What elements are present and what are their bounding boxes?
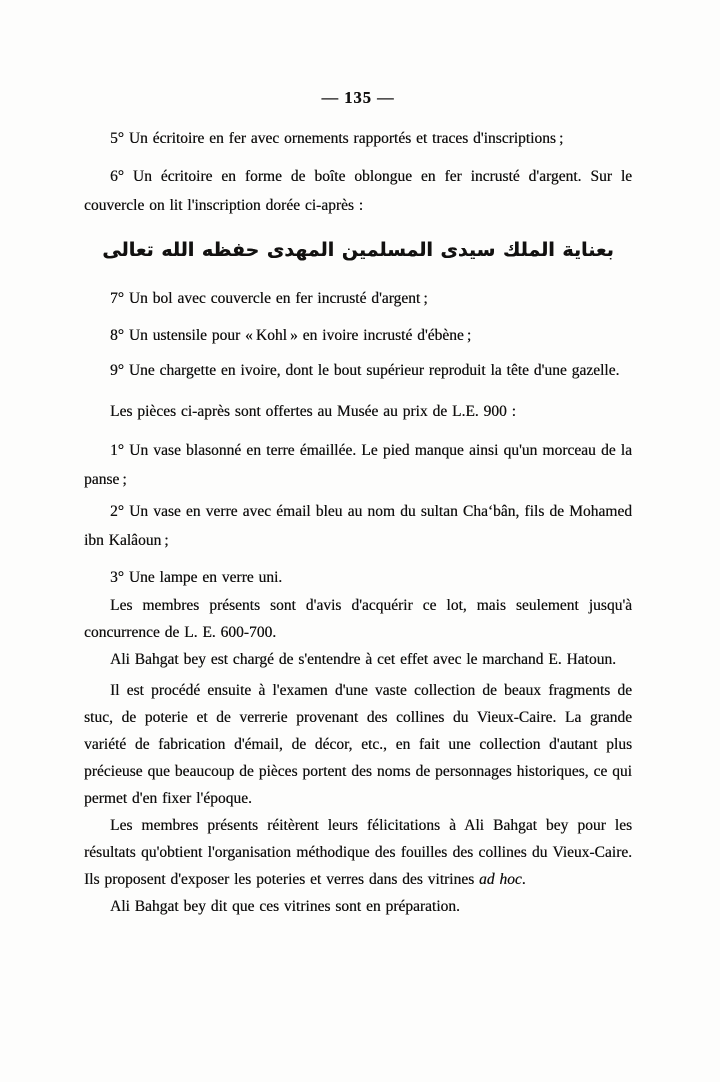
closing-paragraph: Ali Bahgat bey dit que ces vitrines sont en préparation.	[110, 898, 460, 915]
deliberation-acquisition-paragraph: Les membres présents sont d'avis d'acquérir ce lot, mais seulement jusqu'à concurrence de L. E. 600-700.	[84, 597, 632, 641]
list-item-5: 5° Un écritoire en fer avec ornements rapportés et traces d'inscriptions ;	[110, 130, 564, 147]
felicitations-text-end: .	[521, 871, 526, 888]
deliberation-mandate-paragraph: Ali Bahgat bey est chargé de s'entendre à cet effet avec le marchand E. Hatoun.	[110, 651, 616, 668]
felicitations-paragraph	[84, 812, 632, 893]
offer-intro-paragraph: Les pièces ci-après sont offertes au Musée au prix de L.E. 900 :	[110, 403, 516, 420]
lot-item-1: 1° Un vase blasonné en terre émaillée. Le pied manque ainsi qu'un morceau de la panse ;	[84, 442, 632, 488]
felicitations-text: Les membres présents réitèrent leurs félicitations à Ali Bahgat bey pour les résultats qu'obtient l'organisation méthodique des fouilles des collines du Vieux-Caire. Ils proposent d'exposer les poteries et verres dans des vitrines	[84, 817, 632, 888]
lot-item-3: 3° Une lampe en verre uni.	[110, 569, 283, 586]
italic-phrase-ad-hoc: ad hoc	[479, 871, 522, 888]
list-item-6: 6° Un écritoire en forme de boîte oblongue en fer incrusté d'argent. Sur le couvercle on lit l'inscription dorée ci-après :	[84, 168, 632, 214]
collection-paragraph: Il est procédé ensuite à l'examen d'une vaste collection de beaux fragments de stuc, de poterie et de verrerie provenant des collines du Vieux-Caire. La grande variété de fabrication d'émail, de décor, etc., en fait une collection d'autant plus précieuse que beaucoup de pièces portent des noms de personnages historiques, ce qui permet d'en fixer l'époque.	[84, 682, 632, 807]
list-item-8: 8° Un ustensile pour « Kohl » en ivoire incrusté d'ébène ;	[110, 327, 472, 344]
lot-item-2: 2° Un vase en verre avec émail bleu au nom du sultan Chaʻbân, fils de Mohamed ibn Kalâoun ;	[84, 503, 632, 549]
arabic-inscription: بعناية الملك سيدى المسلمين المهدى حفظه الله تعالى	[102, 239, 614, 261]
list-item-9: 9° Une chargette en ivoire, dont le bout supérieur reproduit la tête d'une gazelle.	[110, 362, 620, 379]
list-item-7: 7° Un bol avec couvercle en fer incrusté d'argent ;	[110, 290, 428, 307]
page-number: — 135 —	[321, 88, 395, 107]
